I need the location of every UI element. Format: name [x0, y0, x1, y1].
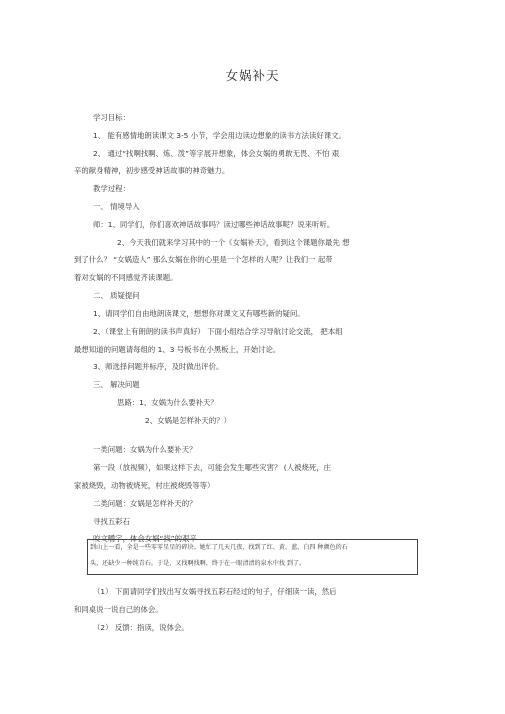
body-line: 和同桌说一说自己的体会。 [74, 605, 163, 614]
body-line: 1、 能有感情地朗读课文 3-5 小节，学会用边读边想象的读书方法读好课文。 [93, 131, 346, 140]
body-line: 一类问题：女娲为什么要补天？ [93, 445, 197, 454]
body-line: 第一段（放视频），如果这样下去，可能会发生哪些灾害？ (人被烧死，庄 [93, 463, 332, 472]
body-line: 家被烧毁，动物被烧死，村庄被烧毁等等） [74, 481, 215, 490]
body-line: 学习目标： [93, 113, 130, 122]
body-line: 2、女娲是怎样补天的？） [145, 416, 232, 425]
body-line: 思路：1、女娲为什么要补天？ [117, 398, 218, 407]
body-line: 三、 解决问题 [93, 380, 140, 389]
body-line: （2） 反馈：指读，说体会。 [93, 623, 189, 632]
body-line: 辛的献身精神，初步感受神话故事的神奇魅力。 [74, 166, 230, 175]
quote-box [87, 539, 418, 575]
body-line: 1、请同学们自由地朗读课文，想想你对课文又有哪些新的疑问。 [93, 309, 305, 318]
body-line: 二、 质疑提问 [93, 291, 140, 300]
body-line: 着对女娲的不同感觉齐读课题。 [74, 273, 178, 282]
body-line: 寻找五彩石 [93, 517, 130, 526]
body-line: 到了什么？ “女娲造人” 那么女娲在你的心里是一个怎样的人呢？让我们一 起带 [74, 255, 333, 264]
body-line: 咬文嚼字，体会女娲“找”的艰辛 [93, 534, 197, 543]
body-line: （1） 下面请同学们找出写女娲寻找五彩石经过的句子，仔细读一读，然后 [93, 587, 337, 596]
body-line: 2、 通过“找啊找啊、炼、泼”等字展开想象，体会女娲的勇敢无畏、不怕 艰 [93, 149, 340, 158]
body-line: 二类问题：女娲是怎样补天的？ [93, 499, 197, 508]
body-line: 2、（课堂上有朗朗的读书声真好） 下面小组结合学习导航讨论交流， 把本组 [93, 327, 343, 336]
body-line: 一、 情境导入 [93, 202, 140, 211]
document-title: 女娲补天 [225, 68, 280, 83]
body-line: 3、师选择问题并标序，及时做出评价。 [93, 362, 224, 371]
quote-line: 头，还缺少一种纯青石。于是，又找啊找啊，终于在一眼清清的泉水中找 到了。 [90, 560, 306, 567]
body-line: 师：1、同学们，你们喜欢神话故事吗？读过哪些神话故事呢？说来听听。 [93, 220, 335, 229]
quote-line: 到山上一看，全是一些零零星星的碎块。她忙了几天几夜，找到了红、黄、蓝、白四 种颜色的石 [90, 544, 348, 551]
body-line: 最想知道的问题请每组的 1、3 号板书在小黑板上，开始讨论。 [74, 345, 281, 354]
body-line: 教学过程： [93, 184, 130, 193]
body-line: 2、今天我们就来学习其中的一个《女娲补天》，看到这个课题你最先 想 [117, 238, 350, 247]
